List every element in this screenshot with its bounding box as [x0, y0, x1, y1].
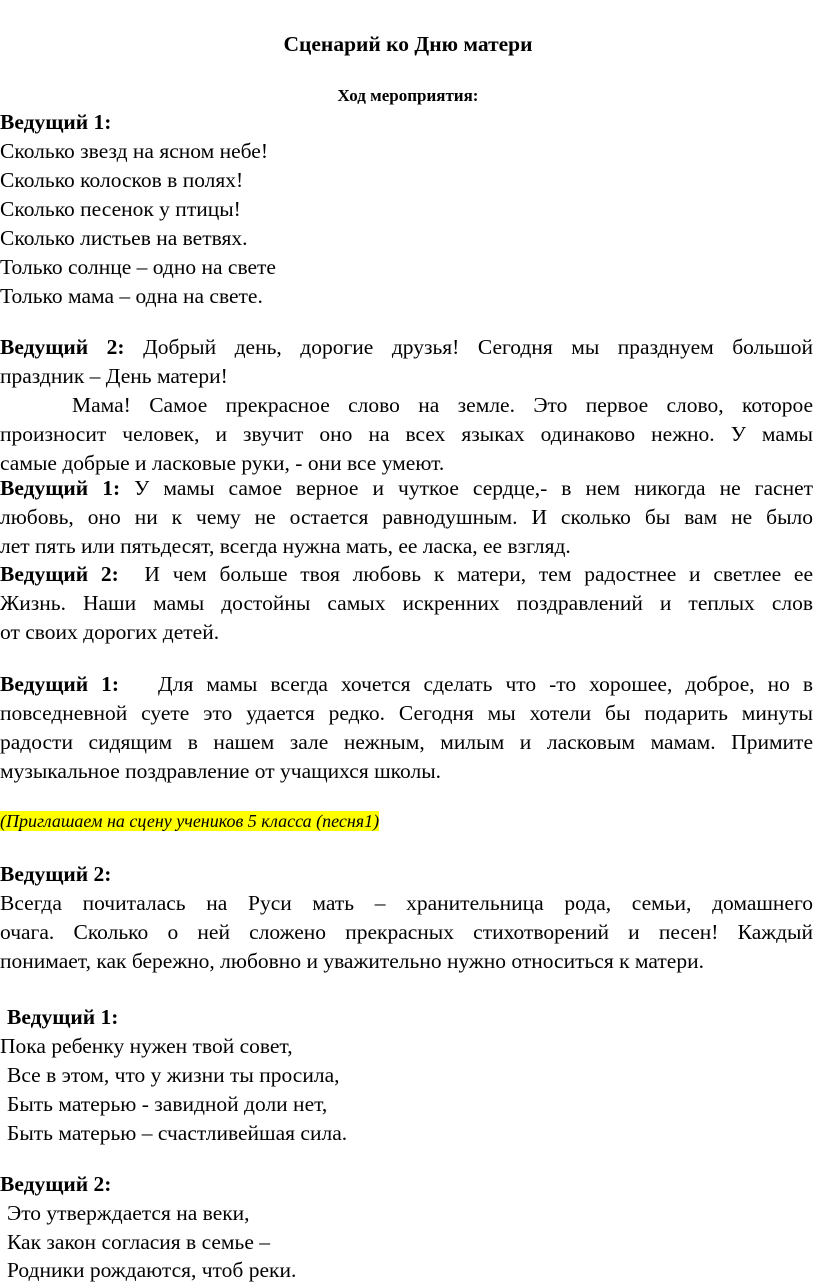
paragraph-line: очага. Сколько о ней сложено прекрасных стихотворений и песен! Каждый: [0, 920, 813, 944]
poem3-line: Родники рождаются, чтоб реки.: [7, 1258, 297, 1282]
host2-label: Ведущий 2:: [0, 1172, 112, 1196]
host2-label: Ведущий 2:: [0, 562, 119, 586]
host2-label: Ведущий 2:: [0, 335, 125, 359]
poem2-line: Пока ребенку нужен твой совет,: [0, 1034, 293, 1058]
stage-note: [0, 806, 379, 836]
poem1-line: Только солнце – одно на свете: [0, 255, 276, 279]
poem1-line: Сколько песенок у птицы!: [0, 197, 241, 221]
paragraph-line: произносит человек, и звучит оно на всех языках одинаково нежно. У мамы: [0, 422, 813, 446]
poem1-line: Сколько колосков в полях!: [0, 168, 244, 192]
paragraph-line: музыкальное поздравление от учащихся школы.: [0, 759, 442, 783]
paragraph-line: радости сидящим в нашем зале нежным, милым и ласковым мамам. Примите: [0, 730, 813, 754]
paragraph-line: самые добрые и ласковые руки, - они все умеют.: [0, 451, 445, 475]
poem1-line: Сколько листьев на ветвях.: [0, 226, 248, 250]
paragraph-line: от своих дорогих детей.: [0, 620, 220, 644]
poem2-line: Быть матерью – счастливейшая сила.: [7, 1121, 348, 1145]
paragraph-line: Ведущий 2: И чем больше твоя любовь к матери, тем радостнее и светлее ее: [0, 562, 813, 586]
paragraph-line: Ведущий 2: Добрый день, дорогие друзья! Сегодня мы празднуем большой: [0, 335, 813, 359]
doc-subtitle: Ход мероприятия:: [337, 86, 479, 105]
paragraph-line: лет пять или пятьдесят, всегда нужна мать, ее ласка, ее взгляд.: [0, 534, 571, 558]
poem1-line: Только мама – одна на свете.: [0, 284, 263, 308]
host1-label: Ведущий 1:: [0, 110, 112, 134]
paragraph-line: Ведущий 1: Для мамы всегда хочется сделать что -то хорошее, доброе, но в: [0, 672, 814, 696]
poem2-line: Все в этом, что у жизни ты просила,: [7, 1063, 340, 1087]
paragraph-line: любовь, оно ни к чему не остается равнодушным. И сколько бы вам не было: [0, 505, 813, 529]
host1-label: Ведущий 1:: [0, 476, 121, 500]
paragraph-line: праздник – День матери!: [0, 364, 228, 388]
poem2-line: Быть матерью - завидной доли нет,: [7, 1092, 328, 1116]
host1-label: Ведущий 1:: [0, 672, 120, 696]
paragraph-line: Ведущий 1: У мамы самое верное и чуткое сердце,- в нем никогда не гаснет: [0, 476, 814, 500]
host2-label: Ведущий 2:: [0, 862, 112, 886]
poem3-line: Как закон согласия в семье –: [7, 1230, 270, 1254]
stage-note-highlight: (Приглашаем на сцену учеников 5 класса (песня1): [0, 811, 380, 831]
paragraph-line: Всегда почиталась на Руси мать – хранительница рода, семьи, домашнего: [0, 891, 813, 915]
paragraph-line: повседневной суете это удается редко. Сегодня мы хотели бы подарить минуты: [0, 701, 813, 725]
paragraph-line: понимает, как бережно, любовно и уважительно нужно относиться к матери.: [0, 949, 704, 973]
paragraph-line: Мама! Самое прекрасное слово на земле. Это первое слово, которое: [72, 393, 813, 417]
host1-label: Ведущий 1:: [7, 1005, 119, 1029]
paragraph-line: Жизнь. Наши мамы достойны самых искренних поздравлений и теплых слов: [0, 591, 813, 615]
poem1-line: Сколько звезд на ясном небе!: [0, 139, 269, 163]
doc-title: Сценарий ко Дню матери: [283, 32, 533, 56]
poem3-line: Это утверждается на веки,: [7, 1201, 250, 1225]
